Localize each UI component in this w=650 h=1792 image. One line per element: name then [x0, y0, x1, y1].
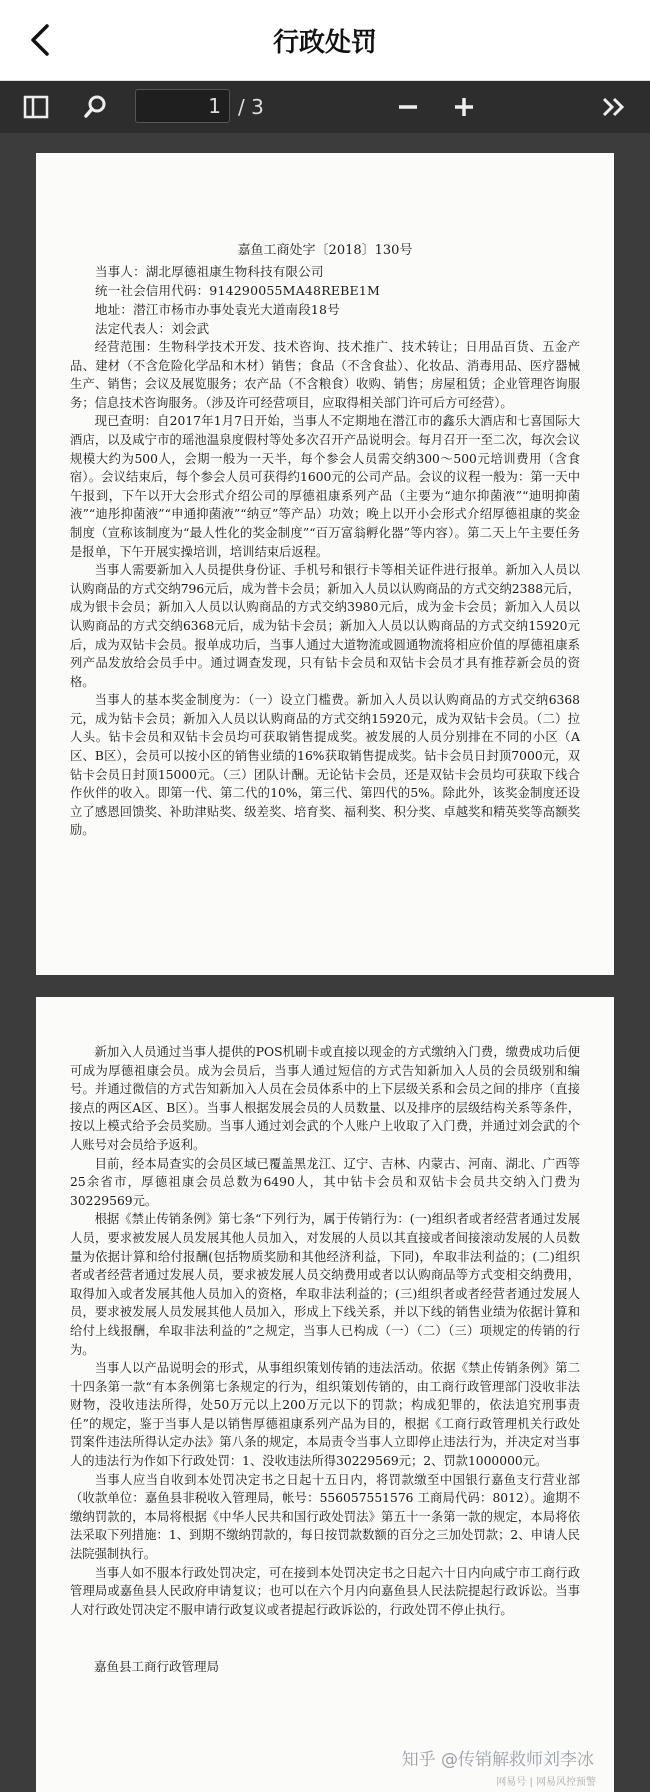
- watermark-sub: 网易号 | 网易风控预警: [496, 1777, 596, 1788]
- page-total-label: / 3: [238, 95, 264, 119]
- appeal-paragraph: 当事人如不服本行政处罚决定，可在接到本处罚决定书之日起六十日内向咸宁市工商行政管理局或嘉鱼县人民政府申请复议；也可以在六个月内向嘉鱼县人民法院提起行政诉讼。当事人对行政处罚决定不服申请行政复议或者提起行政诉讼的，行政处罚不停止执行。: [70, 1565, 580, 1617]
- pdf-toolbar: [0, 81, 650, 133]
- legal-rep-line: 法定代表人：刘会武: [95, 321, 210, 336]
- document-number: 嘉鱼工商处字〔2018〕130号: [237, 243, 413, 258]
- payment-paragraph: 新加入人员通过当事人提供的POS机刷卡或直接以现金的方式缴纳入门费，缴费成功后便可成为厚德祖康会员。成为会员后，当事人通过短信的方式告知新加入人员的会员级别和编号。并通过微信的方式告知新加入人员在会员体系中的上下层级关系和会员之间的排序（直接接点的两区A区、B区）。当事人根据发展会员的人员数量、以及排序的层级结构关系等条件，按以上模式给予会员奖励。当事人通过刘会武的个人账户上收取了入门费，并通过刘会武的个人账号对会员给予返利。: [70, 1045, 580, 1152]
- document-viewer[interactable]: [0, 133, 650, 1792]
- zoom-in-icon[interactable]: [448, 91, 480, 123]
- sidebar-toggle-icon[interactable]: [20, 91, 52, 123]
- watermark: 知乎 @传销解救师刘李冰: [401, 1750, 594, 1770]
- page-number-input[interactable]: 1: [135, 89, 230, 123]
- bonus-system-paragraph: 当事人的基本奖金制度为：（一）设立门槛费。新加入人员以认购商品的方式交纳6368元，成为钻卡会员；新加入人员以认购商品的方式交纳15920元，成为双钻卡会员。（二）拉人头。钻卡会员和双钻卡会员均可获取销售提成奖。被发展的人员分别排在不同的小区（A区、B区），会员可以按小区的销售业绩的16%获取销售提成奖。钻卡会员日封顶7000元，双钻卡会员日封顶15000元。（三）团队计酬。无论钻卡会员，还是双钻卡会员均可获取下线合作伙伴的收入。即第一代、第二代的10%，第三代、第四代的5%。除此外，该奖金制度还设立了感恩回馈奖、补助津贴奖、级差奖、培育奖、福利奖、积分奖、卓越奖和精英奖等高额奖励。: [70, 693, 580, 838]
- document-page-1: [36, 153, 614, 975]
- more-tools-icon[interactable]: [598, 91, 630, 123]
- coverage-paragraph: 目前，经本局查实的会员区域已覆盖黑龙江、辽宁、吉林、内蒙古、河南、湖北、广西等25余省市，厚德祖康会员总数为6490人，其中钻卡会员和双钻卡会员共交纳入门费为30229569元。: [70, 1156, 580, 1208]
- credit-code-line: 统一社会信用代码：914290055MA48REBE1M: [95, 283, 381, 298]
- page-title: 行政处罚: [272, 28, 377, 58]
- party-line: 当事人：湖北厚德祖康生物科技有限公司: [95, 264, 324, 279]
- search-icon[interactable]: [80, 91, 112, 123]
- legal-basis-paragraph: 根据《禁止传销条例》第七条“下列行为，属于传销行为：(一)组织者或者经营者通过发展人员，要求被发展人员发展其他人员加入，对发展的人员以其直接或者间接滚动发展的人员数量为依据计算和给付报酬(包括物质奖励和其他经济利益，下同)，牟取非法利益的；(二)组织者或者经营者通过发展人员，要求被发展人员交纳费用或者以认购商品等方式变相交纳费用，取得加入或者发展其他人员加入的资格，牟取非法利益的；(三)组织者或者经营者通过发展人员，要求被发展人员发展其他人员加入，形成上下线关系，并以下线的销售业绩为依据计算和给付上线报酬，牟取非法利益的”之规定，当事人已构成（一）（二）（三）项规定的传销的行为。: [70, 1212, 580, 1357]
- payment-deadline-paragraph: 当事人应当自收到本处罚决定书之日起十五日内，将罚款缴至中国银行嘉鱼支行营业部（收款单位：嘉鱼县非税收入管理局，帐号：556057551576 工商局代码：8012）。逾期不缴纳罚款的，本局将根据《中华人民共和国行政处罚法》第五十一条第一款的规定，本局将依法采取下列措施：1、到期不缴纳罚款的，每日按罚款数额的百分之三加处罚款；2、申请人民法院强制执行。: [70, 1472, 580, 1562]
- document-page-2: [36, 997, 614, 1792]
- address-line: 地址：潜江市杨市办事处袁光大道南段18号: [95, 302, 340, 317]
- business-scope-paragraph: 经营范围：生物科学技术开发、技术咨询、技术推广、技术转让；日用品百货、五金产品、建材（不含危险化学品和木材）销售；食品（不含食盐）、化妆品、消毒用品、医疗器械生产、销售；会议及展览服务；农产品（不含粮食）收购、销售；房屋租赁；企业管理咨询服务；信息技术咨询服务。（涉及许可经营项目，应取得相关部门许可后方可经营）。: [70, 340, 580, 410]
- membership-paragraph: 当事人需要新加入人员提供身份证、手机号和银行卡等相关证件进行报单。新加入人员以认购商品的方式交纳796元后，成为普卡会员；新加入人员以认购商品的方式交纳2388元后，成为银卡会员；新加入人员以认购商品的方式交纳3980元后，成为金卡会员；新加入人员以认购商品的方式交纳6368元后，成为钻卡会员；新加入人员以认购商品的方式交纳15920元后，成为双钻卡会员。报单成功后，当事人通过大道物流或圆通物流将相应价值的厚德祖康系列产品发放给会员手中。通过调查发现，只有钻卡会员和双钻卡会员才具有推荐新会员的资格。: [70, 563, 580, 689]
- zoom-out-icon[interactable]: [392, 91, 424, 123]
- top-nav-bar: [0, 0, 650, 81]
- findings-paragraph: 现已查明：自2017年1月7日开始，当事人不定期地在潜江市的鑫乐大酒店和七喜国际大酒店，以及咸宁市的瑶池温泉度假村等处多次召开产品说明会。每月召开一至二次，每次会议规模大约为500人，会期一般为一天半，每个参会人员需交纳300～500元培训费用（含食宿）。会议结束后，每个参会人员可获得约1600元的公司产品。会议的议程一般为：第一天中午报到，下午以开大会形式介绍公司的厚德祖康系列产品（主要为“迪尔抑菌液”“迪明抑菌液”“迪彤抑菌液”“申通抑菌液”“纳豆”等产品）功效；晚上以开小会形式介绍厚德祖康的奖金制度（宣称该制度为“最人性化的奖金制度”“百万富翁孵化器”等内容）。第二天上午主要任务是报单，下午开展实操培训，培训结束后返程。: [70, 414, 580, 559]
- penalty-paragraph: 当事人以产品说明会的形式，从事组织策划传销的违法活动。依据《禁止传销条例》第二十四条第一款“有本条例第七条规定的行为，组织策划传销的，由工商行政管理部门没收非法财物，没收违法所得，处50万元以上200万元以下的罚款；构成犯罪的，依法追究刑事责任”的规定，鉴于当事人是以销售厚德祖康系列产品为目的，根据《工商行政管理机关行政处罚案件违法所得认定办法》第八条的规定，本局责令当事人立即停止违法行为，并决定对当事人的违法行为作如下行政处罚：1、没收违法所得30229569元；2、罚款1000000元。: [70, 1361, 580, 1469]
- issuing-authority: 嘉鱼县工商行政管理局: [94, 1659, 220, 1675]
